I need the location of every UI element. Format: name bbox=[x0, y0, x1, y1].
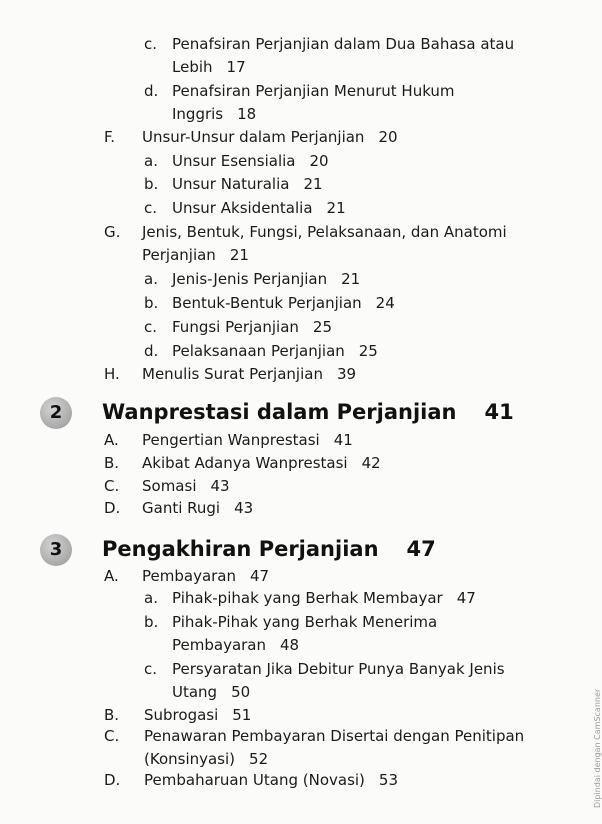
toc-entry: Somasi 43 bbox=[142, 477, 230, 495]
page-number: 25 bbox=[358, 342, 378, 360]
toc-entry: Perjanjian 21 bbox=[142, 246, 249, 264]
toc-entry: Pembayaran 47 bbox=[142, 567, 270, 585]
entry-marker: F. bbox=[104, 128, 115, 146]
entry-marker: c. bbox=[144, 318, 158, 336]
toc-entry: Ganti Rugi 43 bbox=[142, 499, 254, 517]
page-number: 50 bbox=[231, 683, 251, 701]
toc-entry: Pembayaran 48 bbox=[172, 636, 300, 654]
page-number: 48 bbox=[280, 636, 300, 654]
entry-marker: c. bbox=[144, 199, 158, 217]
entry-marker: D. bbox=[104, 771, 121, 789]
entry-marker: b. bbox=[144, 294, 159, 312]
page-number: 47 bbox=[250, 567, 270, 585]
page-number: 47 bbox=[406, 537, 436, 561]
toc-entry: Subrogasi 51 bbox=[144, 706, 252, 724]
entry-marker: H. bbox=[104, 365, 120, 383]
page-number: 53 bbox=[378, 771, 398, 789]
toc-entry: Unsur Esensialia 20 bbox=[172, 152, 329, 170]
entry-marker: A. bbox=[104, 431, 119, 449]
entry-marker: G. bbox=[104, 223, 121, 241]
page-number: 24 bbox=[375, 294, 395, 312]
entry-marker: b. bbox=[144, 613, 159, 631]
entry-marker: a. bbox=[144, 589, 158, 607]
toc-entry: Akibat Adanya Wanprestasi 42 bbox=[142, 454, 381, 472]
toc-entry: (Konsinyasi) 52 bbox=[144, 750, 269, 768]
toc-entry: Menulis Surat Perjanjian 39 bbox=[142, 365, 357, 383]
page-number: 17 bbox=[226, 58, 246, 76]
page-number: 21 bbox=[326, 199, 346, 217]
page-number: 41 bbox=[484, 400, 514, 424]
entry-marker: d. bbox=[144, 342, 159, 360]
page-number: 42 bbox=[361, 454, 381, 472]
chapter-heading: Wanprestasi dalam Perjanjian 41 bbox=[102, 400, 514, 424]
chapter-number-badge: 2 bbox=[40, 397, 72, 429]
page-number: 25 bbox=[312, 318, 332, 336]
toc-entry: Bentuk-Bentuk Perjanjian 24 bbox=[172, 294, 395, 312]
entry-marker: c. bbox=[144, 35, 158, 53]
page-number: 51 bbox=[232, 706, 252, 724]
page-number: 21 bbox=[341, 270, 361, 288]
toc-entry: Utang 50 bbox=[172, 683, 251, 701]
page-number: 41 bbox=[333, 431, 353, 449]
toc-entry: Penafsiran Perjanjian Menurut Hukum bbox=[172, 82, 455, 100]
toc-entry: Jenis-Jenis Perjanjian 21 bbox=[172, 270, 361, 288]
page-number: 18 bbox=[237, 105, 257, 123]
toc-entry: Pihak-pihak yang Berhak Membayar 47 bbox=[172, 589, 476, 607]
toc-entry: Penafsiran Perjanjian dalam Dua Bahasa atau bbox=[172, 35, 515, 53]
entry-marker: C. bbox=[104, 727, 120, 745]
page-number: 43 bbox=[234, 499, 254, 517]
toc-entry: Unsur Aksidentalia 21 bbox=[172, 199, 346, 217]
page-number: 20 bbox=[309, 152, 329, 170]
toc-entry: Inggris 18 bbox=[172, 105, 257, 123]
page-number: 52 bbox=[249, 750, 269, 768]
toc-entry: Fungsi Perjanjian 25 bbox=[172, 318, 332, 336]
toc-entry: Unsur-Unsur dalam Perjanjian 20 bbox=[142, 128, 398, 146]
page-number: 39 bbox=[336, 365, 357, 383]
toc-entry: Jenis, Bentuk, Fungsi, Pelaksanaan, dan Anatomi bbox=[142, 223, 507, 241]
entry-marker: d. bbox=[144, 82, 159, 100]
toc-entry: Persyaratan Jika Debitur Punya Banyak Jenis bbox=[172, 660, 505, 678]
entry-marker: a. bbox=[144, 152, 158, 170]
entry-marker: B. bbox=[104, 454, 120, 472]
toc-entry: Pihak-Pihak yang Berhak Menerima bbox=[172, 613, 438, 631]
entry-marker: a. bbox=[144, 270, 158, 288]
toc-entry: Pelaksanaan Perjanjian 25 bbox=[172, 342, 378, 360]
page-number: 21 bbox=[303, 175, 323, 193]
entry-marker: D. bbox=[104, 499, 121, 517]
entry-marker: B. bbox=[104, 706, 120, 724]
toc-entry: Lebih 17 bbox=[172, 58, 246, 76]
entry-marker: A. bbox=[104, 567, 119, 585]
entry-marker: c. bbox=[144, 660, 158, 678]
scanner-watermark: Dipindai dengan CamScanner bbox=[593, 688, 602, 808]
page-number: 21 bbox=[229, 246, 249, 264]
toc-entry: Unsur Naturalia 21 bbox=[172, 175, 323, 193]
page-number: 20 bbox=[378, 128, 398, 146]
entry-marker: b. bbox=[144, 175, 159, 193]
entry-marker: C. bbox=[104, 477, 120, 495]
page-number: 47 bbox=[456, 589, 476, 607]
toc-entry: Penawaran Pembayaran Disertai dengan Penitipan bbox=[144, 727, 525, 745]
chapter-number-badge: 3 bbox=[40, 534, 72, 566]
chapter-heading: Pengakhiran Perjanjian 47 bbox=[102, 537, 436, 561]
toc-entry: Pengertian Wanprestasi 41 bbox=[142, 431, 353, 449]
toc-entry: Pembaharuan Utang (Novasi) 53 bbox=[144, 771, 398, 789]
page-number: 43 bbox=[210, 477, 230, 495]
